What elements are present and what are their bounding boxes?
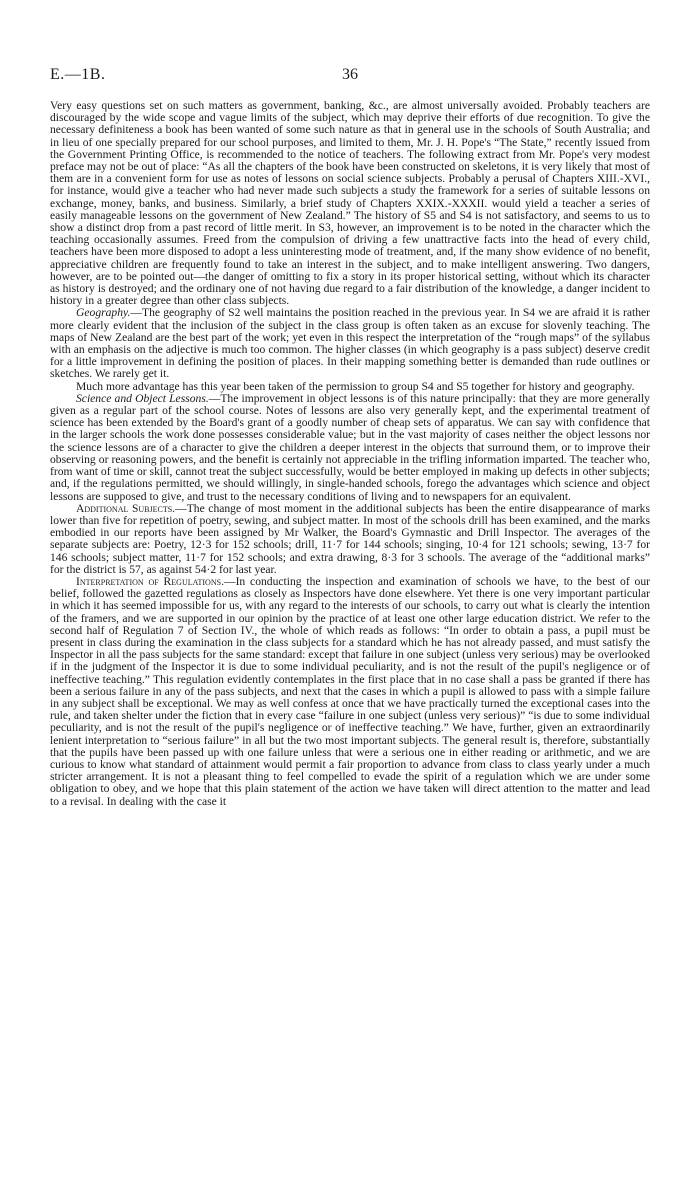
paragraph-text: Much more advantage has this year been taken of the permission to group S4 and S5 together for history and geography. [76, 379, 635, 393]
body-text [50, 100, 650, 808]
paragraph-geography [50, 307, 650, 380]
section-heading-science: Science and Object Lessons. [76, 391, 209, 405]
paragraph-additional-subjects [50, 503, 650, 576]
paragraph-text: —The geography of S2 well maintains the position reached in the previous year. In S4 we are afraid it is rather more clearly evident that the inclusion of the subject in the class group is often taken as an excuse for slovenly teaching. The maps of New Zealand are the best part of the work; yet even in this respect the interpretation of the “rough maps” of the syllabus with an emphasis on the adjective is much too common. The higher classes (in which geography is a pass subject) deserve credit for a little improvement in defining the position of places. In their mapping something better is demanded than rude outlines or sketches. We rarely get it. [50, 306, 650, 381]
paragraph-text: Very easy questions set on such matters as government, banking, &c., are almost universally avoided. Probably teachers are discouraged by the wide scope and vague limits of the subject, which may deprive their efforts of due recognition. To give the necessary definiteness a book has been wanted of some such nature as that in general use in the schools of South Australia; and in lieu of one specially prepared for our school purposes, and limited to them, Mr. J. H. Pope's “The State,” recently issued from the Government Printing Office, is recommended to the notice of teachers. The following extract from Mr. Pope's very modest preface may not be out of place: “As all the chapters of the book have been constructed on skeletons, it is very likely that most of them are in a convenient form for use as notes of lessons on social science subjects. Probably a perusal of Chapters XIII.-XVI., for instance, would give a teacher who had never made such subjects a study the framework for a series of suitable lessons on exchange, money, banks, and business. Similarly, a brief study of Chapters XXIX.-XXXII. would yield a teacher a series of easily manageable lessons on the government of New Zealand.” The history of S5 and S4 is not satisfactory, and seems to us to show a distinct drop from a past record of little merit. In S3, however, an improvement is to be noted in the character which the teaching occasionally assumes. Freed from the compulsion of driving a few unattractive facts into the head of every child, teachers have been more disposed to adopt a less uninteresting mode of treatment, and, if the many show evidence of no benefit, appreciative children are frequently found to take an interest in the subject, and to make intelligent answering. Two dangers, however, are to be pointed out—the danger of omitting to fix a story in its proper historical setting, without which its character as history is destroyed; and the ordinary one of not having due regard to a fair distribution of the knowledge, a danger incident to history in a greater degree than other class subjects. [50, 99, 650, 308]
page-number: 36 [342, 66, 358, 83]
document-reference: E.—1B. [50, 66, 106, 83]
section-heading-interpretation: Interpretation of Regulations. [76, 574, 224, 588]
page-header [50, 66, 650, 86]
paragraph-text: —The improvement in object lessons is of this nature principally: that they are more generally given as a regular part of the school course. Notes of lessons are also very generally kept, and the experimental treatment of science has been extended by the Board's grant of a goodly number of cheap sets of apparatus. We can say with confidence that in the larger schools the work done possesses considerable value; but in the vast majority of cases neither the object lessons nor the science lessons are of a character to give the children a deeper interest in the objects that surround them, or to improve their observing or reasoning powers, and the benefit is certainly not appreciable in the trifling information imparted. The teacher who, from want of time or skill, cannot treat the subject successfully, would be better employed in making up defects in other subjects; and, if the regulations permitted, we should willingly, in single-handed schools, forego the advantages which science and object lessons are supposed to give, and trust to the necessary conditions of living and to newspapers for an equivalent. [50, 391, 650, 503]
paragraph-text: —The change of most moment in the additional subjects has been the entire disappearance of marks lower than five for repetition of poetry, sewing, and subject matter. In most of the schools drill has been examined, and the marks embodied in our reports have been assigned by Mr Walker, the Board's Gymnastic and Drill Inspector. The averages of the separate subjects are: Poetry, 12·3 for 152 schools; drill, 11·7 for 144 schools; singing, 10·4 for 121 schools; sewing, 13·7 for 146 schools; subject matter, 11·7 for 152 schools; and extra drawing, 8·3 for 3 schools. The average of the “additional marks” for the district is 57, as against 54·2 for last year. [50, 501, 650, 576]
paragraph-text: —In conducting the inspection and examination of schools we have, to the best of our belief, followed the gazetted regulations as closely as Inspectors have done elsewhere. Yet there is one very important particular in which it has seemed impossible for us, with any regard to the interests of our schools, to carry out what is clearly the intention of the framers, and we are supported in our opinion by the practice of at least one other large education district. We refer to the second half of Regulation 7 of Section IV., the whole of which reads as follows: “In order to obtain a pass, a pupil must be present in class during the examination in the class subjects for a standard which he has not already passed, and must satisfy the Inspector in all the pass subjects for the same standard: except that failure in one subject (unless very serious) may be overlooked if in the judgment of the Inspector it is due to some individual peculiarity, and is not the result of the pupil's negligence or of ineffective teaching.” This regulation evidently contemplates in the first place that in no case shall a pass be granted if there has been a serious failure in any of the pass subjects, and next that the cases in which a pupil is allowed to pass with a simple failure in any subject shall be exceptional. We may as well confess at once that we have practically turned the exceptional cases into the rule, and taken shelter under the fiction that in every case “failure in one subject (unless very serious)” “is due to some individual peculiarity, and is not the result of the pupil's negligence or of ineffective teaching.” We have, further, given an extraordinarily lenient interpretation to “serious failure” in all but the two most important subjects. The general result is, therefore, substantially that the pupils have been passed up with one failure unless that were a serious one in either reading or arithmetic, and we are curious to know what standard of attainment would permit a fair proportion to advance from class to class yearly under a much stricter arrangement. It is not a pleasant thing to feel compelled to evade the spirit of a regulation which we are under some obligation to obey, and we hope that this plain statement of the action we have taken will direct attention to the matter and lead to a revisal. In dealing with the case it [50, 574, 651, 808]
paragraph-science [50, 393, 650, 503]
paragraph-interpretation [50, 576, 650, 808]
section-heading-additional-subjects: Additional Subjects. [76, 501, 176, 515]
section-heading-geography: Geography. [76, 306, 131, 320]
paragraph-history [50, 100, 650, 307]
